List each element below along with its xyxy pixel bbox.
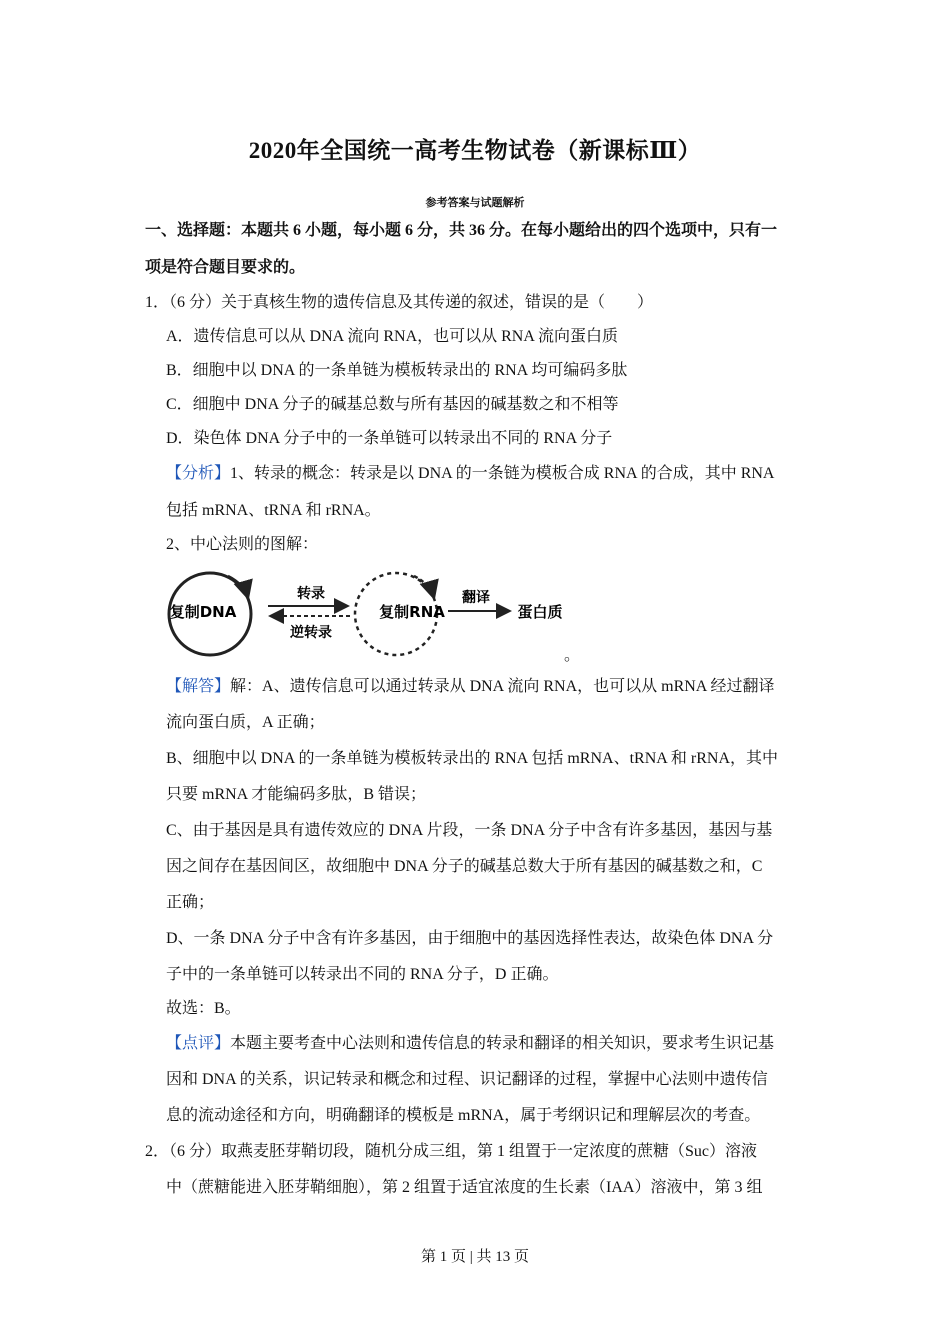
protein-label: 蛋白质 [517, 603, 563, 621]
option-b: B．细胞中以 DNA 的一条单链为模板转录出的 RNA 均可编码多肽 [166, 362, 628, 379]
translation-label: 翻译 [462, 590, 490, 606]
section-heading-line2: 项是符合题目要求的。 [145, 259, 306, 276]
page-footer: 第 1 页 | 共 13 页 [420, 1249, 529, 1265]
comment-text1: 本题主要考查中心法则和遗传信息的转录和翻译的相关知识，要求考生识记基 [230, 1035, 775, 1052]
option-c: C．细胞中 DNA 分子的碱基总数与所有基因的碱基数之和不相等 [166, 396, 619, 413]
answer-tag: 【解答】 [166, 678, 231, 695]
reverse-transcription-label: 逆转录 [290, 625, 332, 641]
rna-replication-arrow [414, 576, 434, 598]
central-dogma-diagram [166, 566, 576, 662]
page-subtitle: 参考答案与试题解析 [425, 197, 525, 209]
option-d: D．染色体 DNA 分子中的一条单链可以转录出不同的 RNA 分子 [166, 430, 613, 447]
question-2-line2: 中（蔗糖能进入胚芽鞘细胞），第 2 组置于适宜浓度的生长素（IAA）溶液中，第 3 组 [166, 1179, 763, 1196]
comment-line1 [166, 1034, 774, 1054]
question-2-line1: 2．（6 分）取燕麦胚芽鞘切段，随机分成三组，第 1 组置于一定浓度的蔗糖（Suc）溶液 [145, 1143, 758, 1160]
answer-line5: C、由于基因是具有遗传效应的 DNA 片段，一条 DNA 分子中含有许多基因，基因与基 [166, 822, 773, 839]
diagram-end-mark: 。 [564, 647, 581, 664]
comment-line3: 息的流动途径和方向，明确翻译的模板是 mRNA，属于考纲识记和理解层次的考查。 [166, 1107, 761, 1124]
page-title: 2020年全国统一高考生物试卷（新课标Ⅲ） [248, 138, 702, 163]
answer-line7: 正确； [166, 894, 215, 911]
rna-replication-label: 复制RNA [379, 603, 445, 621]
dna-replication-label: 复制DNA [169, 603, 237, 621]
analysis-tag: 【分析】 [166, 465, 231, 482]
answer-line3: B、细胞中以 DNA 的一条单链为模板转录出的 RNA 包括 mRNA、tRNA 和 rRNA，其中 [166, 750, 779, 767]
question-1-stem: 1．（6 分）关于真核生物的遗传信息及其传递的叙述，错误的是（ ） [145, 294, 654, 311]
transcription-label: 转录 [297, 586, 325, 602]
analysis-text1: 1、转录的概念：转录是以 DNA 的一条链为模板合成 RNA 的合成，其中 RNA [230, 465, 775, 482]
option-a: A．遗传信息可以从 DNA 流向 RNA，也可以从 RNA 流向蛋白质 [166, 328, 619, 345]
section-heading-line1: 一、选择题：本题共 6 小题，每小题 6 分，共 36 分。在每小题给出的四个选项中，只有一 [145, 222, 778, 239]
answer-line9: 子中的一条单链可以转录出不同的 RNA 分子，D 正确。 [166, 966, 559, 983]
answer-line6: 因之间存在基因间区，故细胞中 DNA 分子的碱基总数大于所有基因的碱基数之和，C [166, 858, 763, 875]
comment-line2: 因和 DNA 的关系，识记转录和概念和过程、识记翻译的过程，掌握中心法则中遗传信 [166, 1071, 768, 1088]
answer-line2: 流向蛋白质，A 正确； [166, 714, 325, 731]
analysis-line3: 2、中心法则的图解： [166, 536, 319, 553]
comment-tag: 【点评】 [166, 1035, 231, 1052]
analysis-line2: 包括 mRNA、tRNA 和 rRNA。 [166, 502, 381, 519]
answer-line8: D、一条 DNA 分子中含有许多基因，由于细胞中的基因选择性表达，故染色体 DNA 分 [166, 930, 774, 947]
answer-line4: 只要 mRNA 才能编码多肽，B 错误； [166, 786, 427, 803]
answer-line1 [166, 677, 774, 697]
analysis-line1 [166, 464, 774, 484]
answer-text1: 解：A、遗传信息可以通过转录从 DNA 流向 RNA，也可以从 mRNA 经过翻译 [230, 678, 775, 695]
answer-choice: 故选：B。 [166, 1000, 241, 1017]
